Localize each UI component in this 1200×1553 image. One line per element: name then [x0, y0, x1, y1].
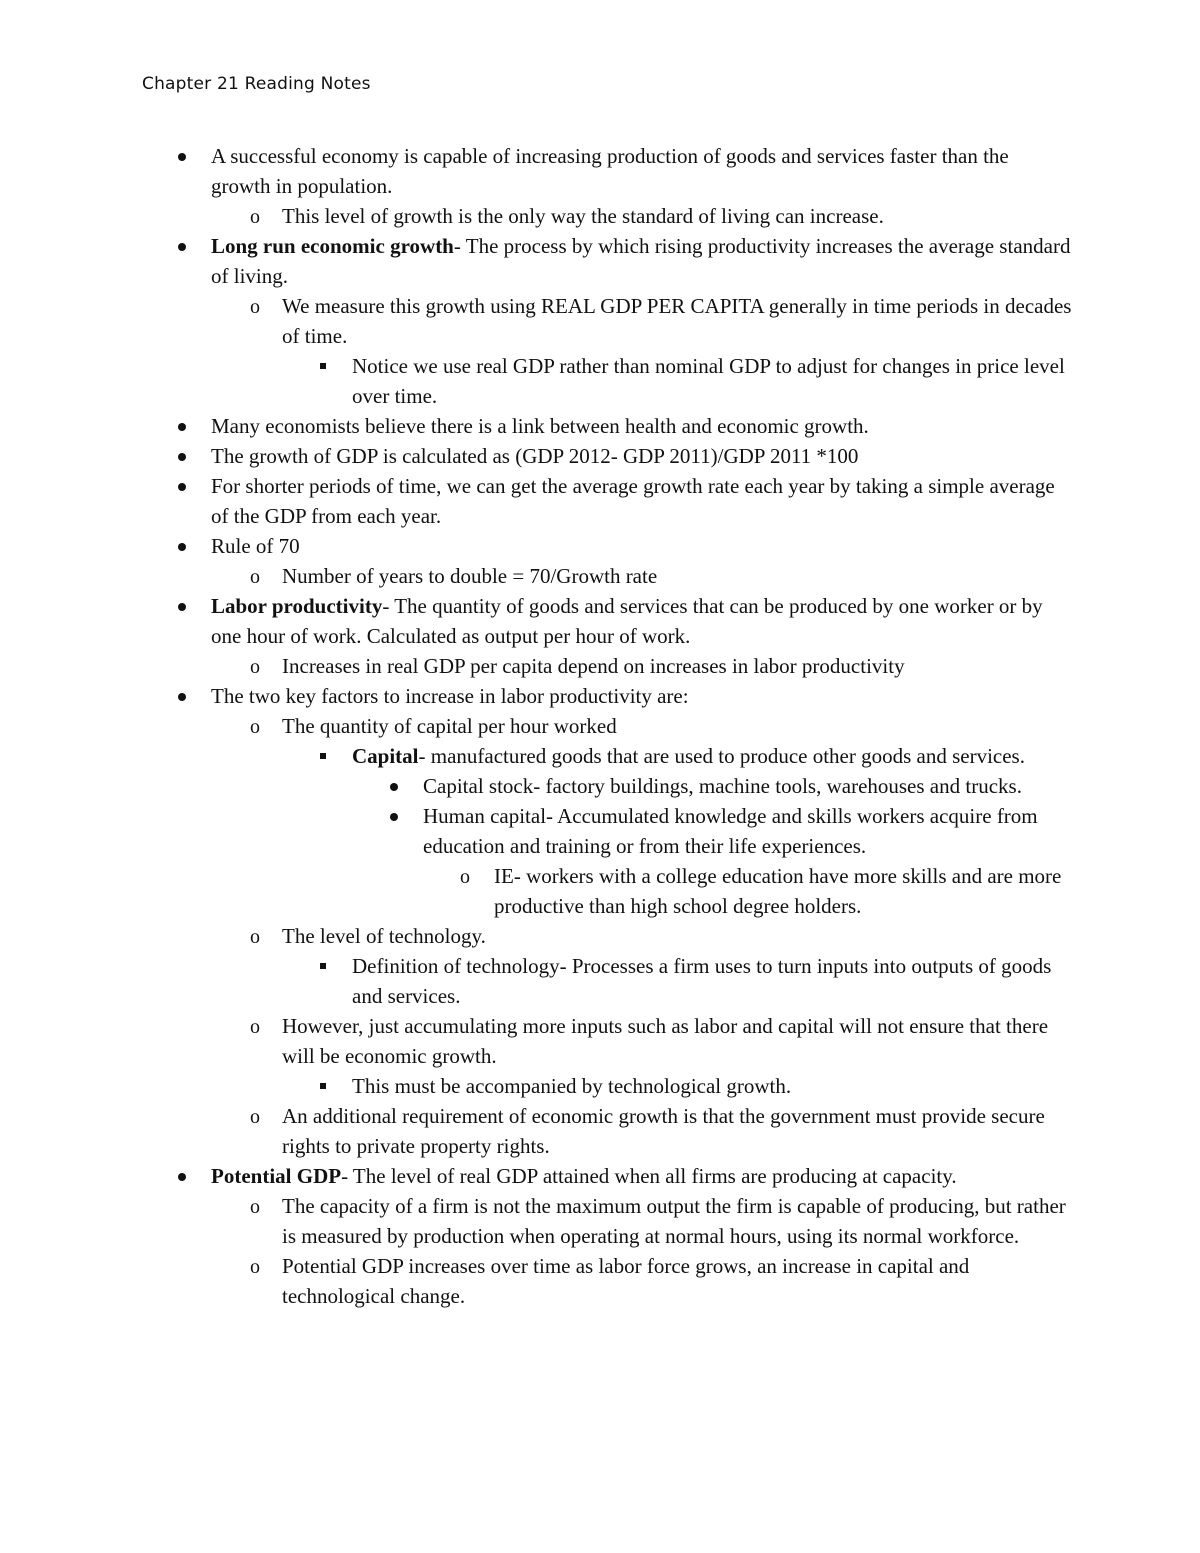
- item-body: An additional requirement of economic growth is that the government must provide secure rights to private property rights.: [282, 1104, 1045, 1158]
- list-item: [0, 141, 1200, 201]
- list-item-text: [352, 1071, 1070, 1101]
- list-item: [0, 591, 1200, 651]
- list-item-text: [282, 711, 1072, 741]
- item-body: The quantity of capital per hour worked: [282, 714, 617, 738]
- list-item: [0, 951, 1200, 1011]
- item-body: Number of years to double = 70/Growth rate: [282, 564, 658, 588]
- open-circle-bullet: o: [250, 1256, 260, 1278]
- item-body: - The process by which rising productivity increases the average standard of living.: [211, 234, 1071, 288]
- list-item: [0, 1251, 1200, 1311]
- list-item-text: [423, 771, 1073, 801]
- filled-circle-bullet-icon: [171, 441, 193, 471]
- item-body: Potential GDP increases over time as labor force grows, an increase in capital and technological change.: [282, 1254, 970, 1308]
- list-item-text: [352, 741, 1070, 771]
- open-circle-bullet: o: [250, 716, 260, 738]
- list-item-text: [211, 471, 1071, 531]
- list-item: [0, 411, 1200, 441]
- list-item-text: [211, 591, 1071, 651]
- item-body: The two key factors to increase in labor productivity are:: [211, 684, 689, 708]
- document-header: Chapter 21 Reading Notes: [142, 74, 371, 94]
- list-item: [0, 681, 1200, 711]
- term-heading: Potential GDP: [211, 1164, 342, 1188]
- list-item-text: [211, 441, 1071, 471]
- square-bullet-icon: [312, 1071, 334, 1101]
- list-item-text: [494, 861, 1074, 921]
- filled-circle-bullet-icon: [171, 591, 193, 621]
- list-item: [0, 771, 1200, 801]
- list-item-text: [211, 531, 1071, 561]
- open-circle-bullet: o: [250, 1106, 260, 1128]
- square-bullet-icon: [312, 951, 334, 981]
- list-item-text: [211, 141, 1071, 201]
- filled-circle-bullet-icon: [383, 801, 405, 831]
- list-item-text: [352, 351, 1070, 411]
- list-item: [0, 801, 1200, 861]
- list-item: [0, 651, 1200, 681]
- list-item-text: [282, 291, 1072, 351]
- list-item: [0, 531, 1200, 561]
- item-body: - manufactured goods that are used to produce other goods and services.: [418, 744, 1025, 768]
- item-body: This level of growth is the only way the standard of living can increase.: [282, 204, 884, 228]
- list-item-text: [352, 951, 1070, 1011]
- list-item-text: [211, 411, 1071, 441]
- list-item: [0, 351, 1200, 411]
- item-body: Capital stock- factory buildings, machine tools, warehouses and trucks.: [423, 774, 1022, 798]
- item-body: For shorter periods of time, we can get the average growth rate each year by taking a simple average of the GDP from each year.: [211, 474, 1055, 528]
- item-body: A successful economy is capable of increasing production of goods and services faster than the growth in population.: [211, 144, 1009, 198]
- list-item: [0, 1101, 1200, 1161]
- list-item-text: [282, 1011, 1072, 1071]
- open-circle-bullet: o: [250, 656, 260, 678]
- term-heading: Long run economic growth: [211, 234, 454, 258]
- list-item: [0, 711, 1200, 741]
- list-item-text: [423, 801, 1073, 861]
- filled-circle-bullet-icon: [171, 141, 193, 171]
- item-body: This must be accompanied by technological growth.: [352, 1074, 792, 1098]
- square-bullet-icon: [312, 741, 334, 771]
- open-circle-bullet: o: [460, 866, 470, 888]
- filled-circle-bullet-icon: [383, 771, 405, 801]
- list-item-text: [282, 1251, 1072, 1311]
- list-item: [0, 441, 1200, 471]
- item-body: IE- workers with a college education have more skills and are more productive than high school degree holders.: [494, 864, 1062, 918]
- list-item: [0, 1071, 1200, 1101]
- open-circle-bullet: o: [250, 566, 260, 588]
- list-item: [0, 471, 1200, 531]
- list-item-text: [282, 201, 1072, 231]
- filled-circle-bullet-icon: [171, 471, 193, 501]
- list-item: [0, 861, 1200, 921]
- item-body: We measure this growth using REAL GDP PER CAPITA generally in time periods in decades of time.: [282, 294, 1072, 348]
- open-circle-bullet: o: [250, 1016, 260, 1038]
- list-item-text: [211, 231, 1071, 291]
- list-item: [0, 741, 1200, 771]
- filled-circle-bullet-icon: [171, 231, 193, 261]
- item-body: - The quantity of goods and services that can be produced by one worker or by one hour of work. Calculated as output per hour of work.: [211, 594, 1043, 648]
- list-item: [0, 921, 1200, 951]
- item-body: The level of technology.: [282, 924, 486, 948]
- filled-circle-bullet-icon: [171, 411, 193, 441]
- filled-circle-bullet-icon: [171, 531, 193, 561]
- open-circle-bullet: o: [250, 926, 260, 948]
- list-item: [0, 561, 1200, 591]
- item-body: Human capital- Accumulated knowledge and skills workers acquire from education and training or from their life experiences.: [423, 804, 1038, 858]
- list-item-text: [282, 921, 1072, 951]
- notes-list: [0, 141, 1200, 1311]
- item-body: Rule of 70: [211, 534, 300, 558]
- square-bullet-icon: [312, 351, 334, 381]
- list-item: [0, 201, 1200, 231]
- filled-circle-bullet-icon: [171, 1161, 193, 1191]
- list-item: [0, 231, 1200, 291]
- item-body: - The level of real GDP attained when all firms are producing at capacity.: [341, 1164, 957, 1188]
- item-body: Notice we use real GDP rather than nominal GDP to adjust for changes in price level over time.: [352, 354, 1065, 408]
- list-item: [0, 1191, 1200, 1251]
- list-item-text: [282, 1191, 1072, 1251]
- open-circle-bullet: o: [250, 296, 260, 318]
- term-heading: Capital: [352, 744, 419, 768]
- item-body: However, just accumulating more inputs such as labor and capital will not ensure that there will be economic growth.: [282, 1014, 1049, 1068]
- item-body: Increases in real GDP per capita depend on increases in labor productivity: [282, 654, 905, 678]
- term-heading: Labor productivity: [211, 594, 383, 618]
- item-body: Many economists believe there is a link between health and economic growth.: [211, 414, 869, 438]
- list-item-text: [282, 1101, 1072, 1161]
- item-body: The capacity of a firm is not the maximum output the firm is capable of producing, but rather is measured by production when operating at normal hours, using its normal workforce.: [282, 1194, 1066, 1248]
- list-item-text: [211, 1161, 1071, 1191]
- list-item: [0, 291, 1200, 351]
- list-item: [0, 1011, 1200, 1071]
- list-item-text: [282, 651, 1072, 681]
- list-item-text: [282, 561, 1072, 591]
- list-item: [0, 1161, 1200, 1191]
- open-circle-bullet: o: [250, 206, 260, 228]
- item-body: The growth of GDP is calculated as (GDP 2012- GDP 2011)/GDP 2011 *100: [211, 444, 859, 468]
- open-circle-bullet: o: [250, 1196, 260, 1218]
- item-body: Definition of technology- Processes a firm uses to turn inputs into outputs of goods and services.: [352, 954, 1052, 1008]
- list-item-text: [211, 681, 1071, 711]
- filled-circle-bullet-icon: [171, 681, 193, 711]
